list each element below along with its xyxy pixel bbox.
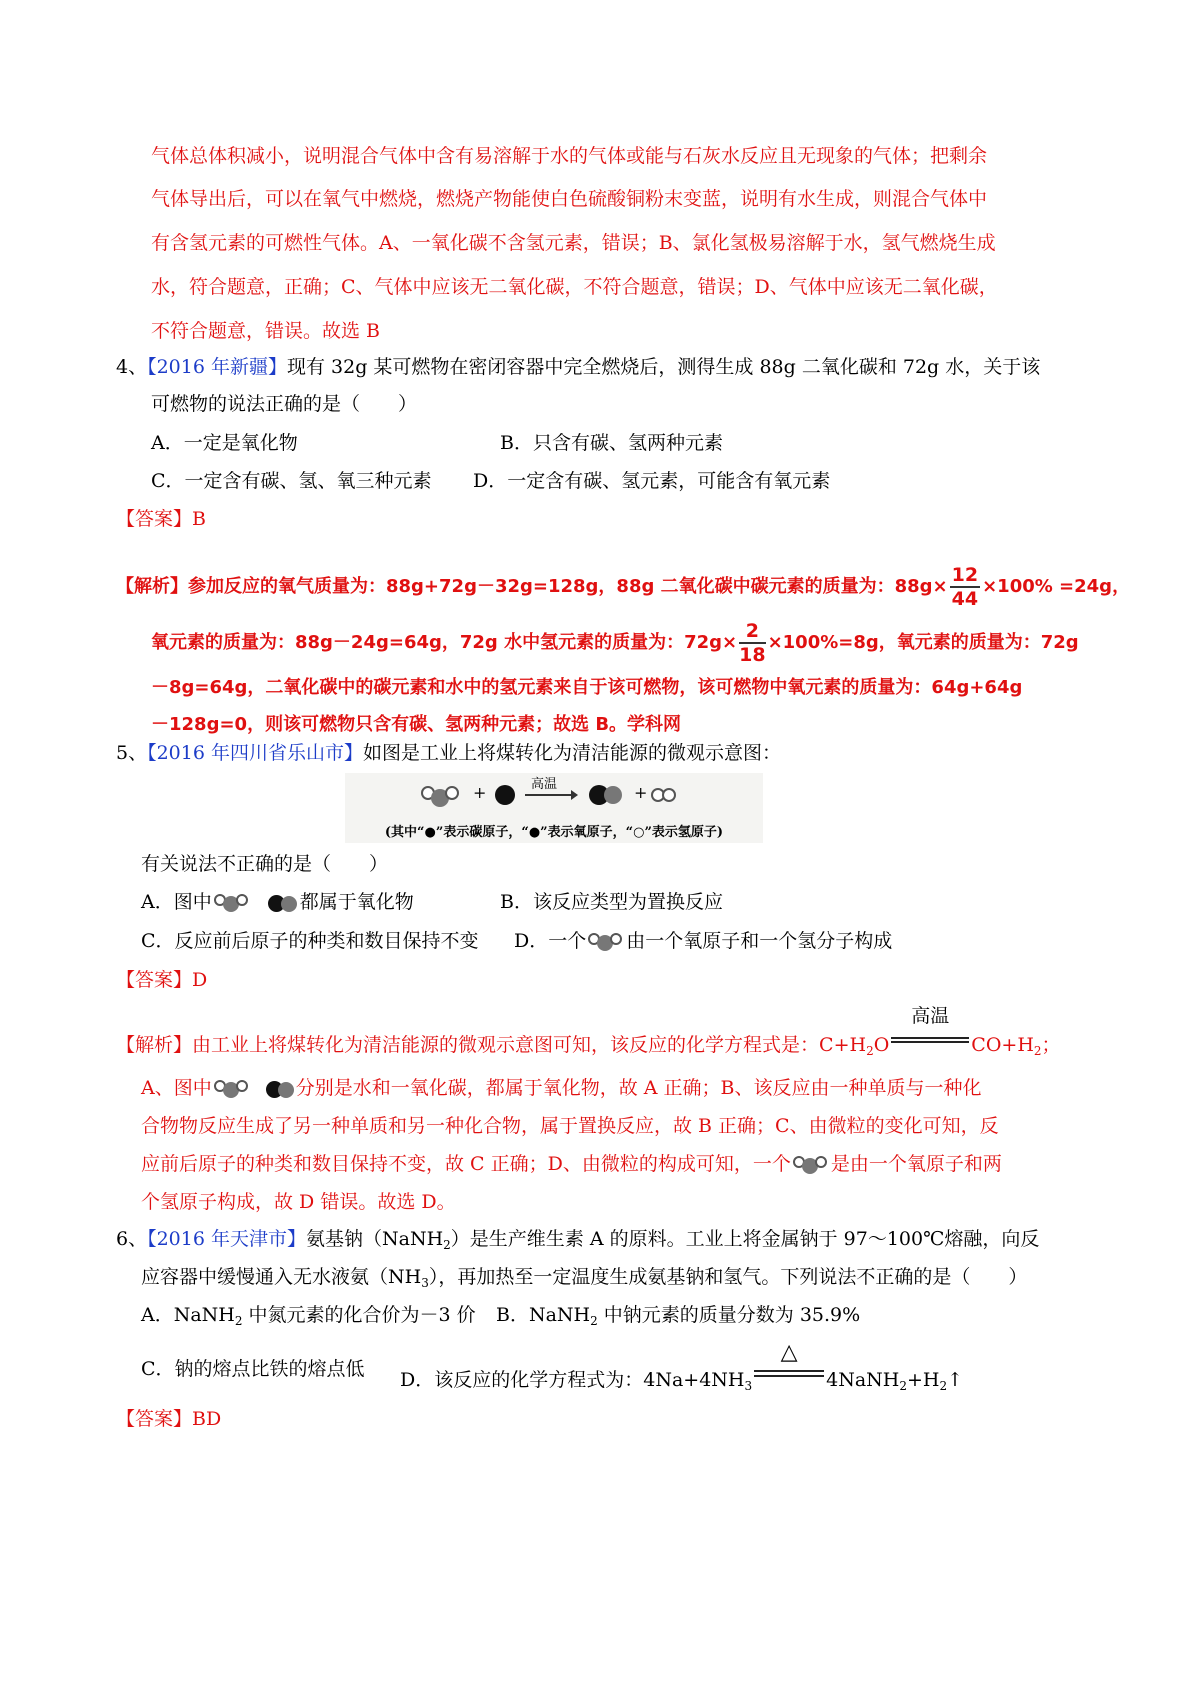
question-text: 有关说法不正确的是（ ） [141,853,389,875]
explanation-label: 【解析】 [116,576,188,597]
option-text: 由一个氧原子和一个氢分子构成 [626,930,893,952]
explanation-line: －8g=64g，二氧化碳中的碳元素和水中的氢元素来自于该可燃物，该可燃物中氧元素的质量为：64g+64g [151,677,1023,698]
option-text: 4NaNH [826,1369,900,1391]
subscript: 3 [744,1379,753,1393]
option-a [141,889,414,915]
fraction [950,564,980,610]
equation-line [891,1041,969,1043]
equation-line [754,1375,824,1377]
molecule-icons [586,931,626,953]
option-d: D．一定含有碳、氢元素，可能含有氧元素 [473,470,831,492]
reaction-condition [754,1340,824,1392]
option-a [141,1302,476,1328]
oxygen-atom-icon [604,786,622,804]
option-text: +H [907,1369,940,1391]
fraction-denominator: 18 [739,644,766,666]
question-6-stem [116,1226,1039,1252]
subscript: 2 [1033,1044,1042,1058]
explanation-line: 气体总体积减小，说明混合气体中含有易溶解于水的气体或能与石灰水反应且无现象的气体；把剩余 [151,145,988,167]
hydrogen-atom-icon [236,1080,248,1092]
subscript: 2 [939,1379,948,1393]
explanation-line: 有含氢元素的可燃性气体。A、一氧化碳不含氢元素，错误；B、氯化氢极易溶解于水，氢气燃烧生成 [151,232,996,254]
explanation-text: ×100%=8g，氧元素的质量为：72g [767,632,1079,653]
question-4-stem [116,354,1040,380]
option-b: B．只含有碳、氢两种元素 [500,432,723,454]
answer: 【答案】B [116,508,206,530]
molecule-icons [212,1078,296,1100]
fraction-numerator: 12 [951,564,979,586]
option-a: A．一定是氧化物 [151,432,298,454]
subscript: 3 [421,1276,429,1290]
explanation-line [116,1005,1061,1058]
question-text: 应容器中缓慢通入无水液氨（NH [141,1266,422,1288]
option-text: D．一个 [514,930,587,952]
reaction-arrow [525,794,573,796]
equation-line [891,1037,969,1039]
equation-text: ； [1041,1034,1061,1056]
oxygen-atom-icon [281,896,297,912]
question-text: 现有 32g 某可燃物在密闭容器中完全燃烧后，测得生成 88g 二氧化碳和 72g 水，关于该 [287,356,1041,378]
hydrogen-atom-icon [610,933,622,945]
option-text: A．图中 [141,891,212,913]
question-text: 氨基钠（NaNH [306,1228,444,1250]
reaction-diagram [345,773,763,843]
question-source: 【2016 年天津市】 [147,1228,306,1250]
option-c: C．钠的熔点比铁的熔点低 [141,1358,365,1380]
option-b [496,1302,860,1328]
subscript: 2 [443,1238,451,1252]
subscript: 2 [866,1044,874,1058]
equation-text: C+H [819,1034,867,1056]
diagram-caption: (其中“●”表示碳原子，“●”表示氧原子，“○”表示氢原子) [384,825,724,840]
subscript: 2 [590,1314,598,1328]
arrow-head-icon [571,790,578,800]
option-d [400,1340,964,1393]
option-text: 中钠元素的质量分数为 35.9% [597,1304,861,1326]
oxygen-atom-icon [278,1082,294,1098]
explanation-line [116,564,1130,610]
option-text: ↑ [947,1369,964,1391]
hydrogen-atom-icon [815,1156,827,1168]
question-number: 6、 [116,1228,148,1250]
question-source: 【2016 年新疆】 [147,356,287,378]
hydrogen-atom-icon [445,786,459,800]
reaction-condition [891,1005,969,1057]
option-b: B．该反应类型为置换反应 [500,891,723,913]
explanation-label: 【解析】 [116,1034,193,1056]
option-text: B．NaNH [496,1304,591,1326]
question-text: 如图是工业上将煤转化为清洁能源的微观示意图： [363,742,782,764]
explanation-text: 由工业上将煤转化为清洁能源的微观示意图可知，该反应的化学方程式是： [192,1034,820,1056]
question-5-stem [116,740,781,766]
fraction [739,620,765,666]
option-c: C．反应前后原子的种类和数目保持不变 [141,930,479,952]
explanation-text: ×100% =24g， [982,576,1131,597]
explanation-line [141,1151,1002,1177]
explanation-line: 个氢原子构成，故 D 错误。故选 D。 [141,1191,456,1213]
explanation-line: 水，符合题意，正确；C、气体中应该无二氧化碳，不符合题意，错误；D、气体中应该无二氧化碳， [151,276,998,298]
explanation-line: －128g=0，则该可燃物只含有碳、氢两种元素；故选 B。学科网 [151,714,682,735]
hydrogen-atom-icon [662,788,676,802]
explanation-text: 参加反应的氧气质量为：88g+72g－32g=128g，88g 二氧化碳中碳元素的质量为：88g× [188,576,948,597]
question-text: ）是生产维生素 A 的原料。工业上将金属钠于 97～100℃熔融，向反 [450,1228,1040,1250]
heating-condition-icon: △ [780,1340,798,1365]
explanation-line: 气体导出后，可以在氧气中燃烧，燃烧产物能使白色硫酸铜粉末变蓝，说明有水生成，则混合气体中 [151,188,988,210]
question-number: 4、 [116,356,148,378]
question-text: ），再加热至一定温度生成氨基钠和氢气。下列说法不正确的是（ ） [428,1266,1028,1288]
question-source: 【2016 年四川省乐山市】 [147,742,363,764]
question-number: 5、 [116,742,148,764]
molecule-icons [212,892,300,914]
option-text: D．该反应的化学方程式为：4Na+4NH [400,1369,745,1391]
answer: 【答案】BD [116,1408,222,1430]
explanation-text: 应前后原子的种类和数目保持不变，故 C 正确；D、由微粒的构成可知，一个 [141,1153,791,1175]
plus-sign: + [634,783,648,802]
equation-text: O [873,1034,890,1056]
explanation-text: 分别是水和一氧化碳，都属于氧化物，故 A 正确；B、该反应由一种单质与一种化 [295,1077,982,1099]
explanation-text: A、图中 [141,1077,212,1099]
carbon-atom-icon [495,785,515,805]
option-text: 中氮元素的化合价为－3 价 [242,1304,476,1326]
equation-text: CO+H [971,1034,1034,1056]
condition-label: 高温 [911,1005,950,1027]
answer: 【答案】D [116,969,208,991]
subscript: 2 [234,1314,243,1328]
option-text: A．NaNH [141,1304,235,1326]
equation-line [754,1370,824,1372]
explanation-line: 不符合题意，错误。故选 B [151,320,381,342]
question-text [141,1264,1027,1290]
arrow-label: 高温 [531,777,558,792]
subscript: 2 [899,1379,908,1393]
explanation-line [141,1075,982,1101]
fraction-numerator: 2 [739,620,765,644]
explanation-text: 是由一个氧原子和两 [830,1153,1002,1175]
molecule-icons [791,1154,831,1176]
explanation-line: 合物物反应生成了另一种单质和另一种化合物，属于置换反应，故 B 正确；C、由微粒的变化可知，反 [141,1115,999,1137]
explanation-text: 氧元素的质量为：88g－24g=64g，72g 水中氢元素的质量为：72g× [151,632,738,653]
hydrogen-atom-icon [236,894,248,906]
fraction-denominator: 44 [951,588,979,610]
explanation-line [151,620,1079,666]
plus-sign: + [473,783,487,802]
option-text: 都属于氧化物 [299,891,414,913]
option-d [514,928,892,954]
question-text: 可燃物的说法正确的是（ ） [151,393,418,415]
option-c: C．一定含有碳、氢、氧三种元素 [151,470,432,492]
